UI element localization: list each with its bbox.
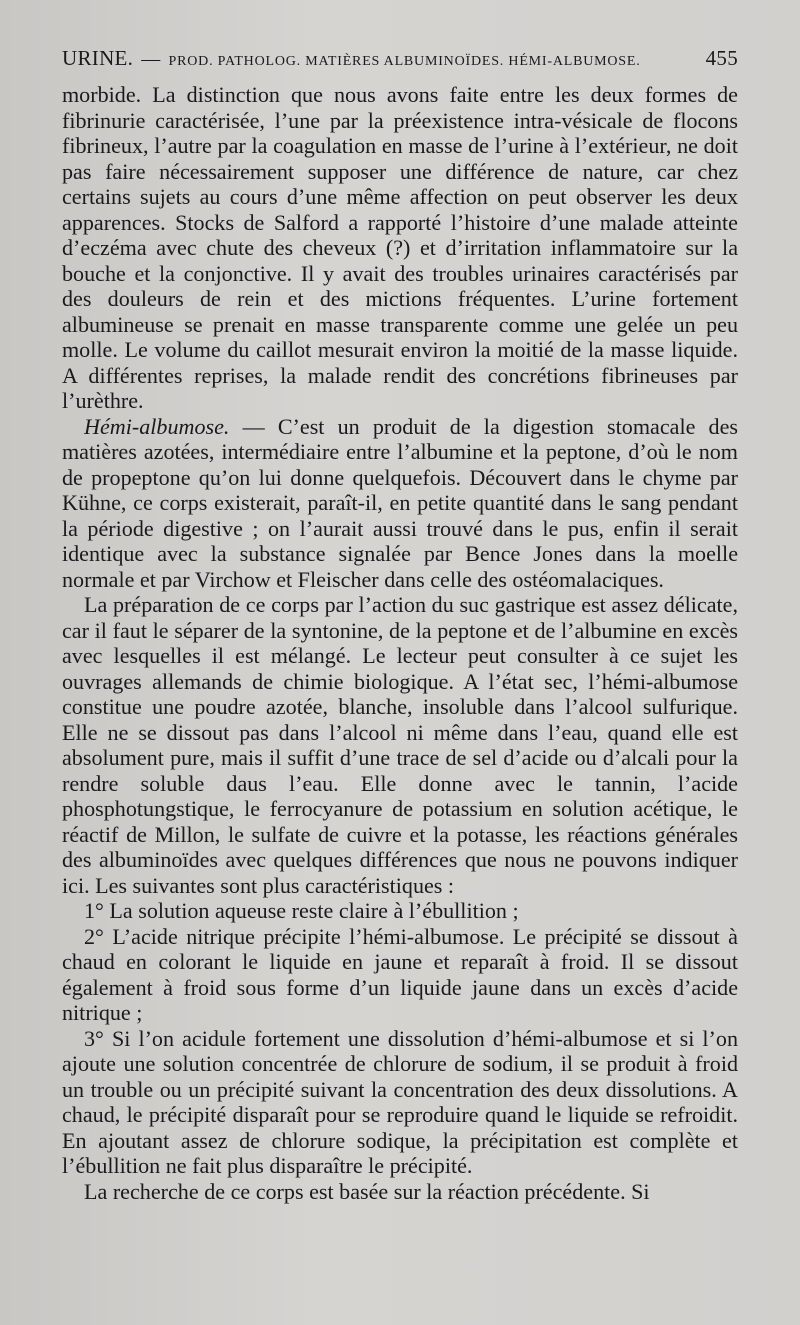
section-lead: Hémi-albumose.	[84, 413, 230, 439]
paragraph-recherche: La recherche de ce corps est basée sur la réaction précédente. Si	[84, 1178, 650, 1204]
page-number: 455	[705, 46, 738, 70]
paragraph-continuation: morbide. La distinction que nous avons faite entre les deux formes de fibrinurie caractérisée, l’une par la préexistence intra-vésicale de flocons fibrineux, l’autre par la coagulation en masse de l’urine à l’extérieur, ne doit pas faire nécessairement supposer une différence de nature, car chez certains sujets au cours d’une même affection on peut observer les deux apparences. Stocks de Salford a rapporté l’histoire d’une malade atteinte d’eczéma avec chute des cheveux (?) et d’irritation inflammatoire sur la bouche et la conjonctive. Il y avait des troubles urinaires caractérisés par des douleurs de rein et des mictions fréquentes. L’urine fortement albumineuse se prenait en masse transparente comme une gelée un peu molle. Le volume du caillot mesurait environ la moitié de la masse liquide. A différentes reprises, la malade rendit des concrétions fibrineuses par l’urèthre.	[62, 82, 738, 413]
paragraph-text: — C’est un produit de la digestion stomacale des matières azotées, intermédiaire entre l’albumine et la peptone, d’où le nom de propeptone qu’on lui donne quelquefois. Découvert dans le chyme par Kühne, ce corps existerait, paraît-il, en petite quantité dans le sang pendant la période digestive ; on l’aurait aussi trouvé dans le pus, enfin il serait identique avec la substance signalée par Bence Jones dans la moelle normale et par Virchow et Fleischer dans celle des ostéomalaciques.	[62, 413, 738, 592]
list-item-3: 3° Si l’on acidule fortement une dissolution d’hémi-albumose et si l’on ajoute une solution concentrée de chlorure de sodium, il se produit à froid un trouble ou un précipité suivant la concentration des deux dissolutions. A chaud, le précipité disparaît pour se reproduire quand le liquide se refroidit. En ajoutant assez de chlorure sodique, la précipitation est complète et l’ébullition ne fait plus disparaître le précipité.	[62, 1025, 738, 1178]
header-subtitle: PROD. PATHOLOG. MATIÈRES ALBUMINOÏDES. HÉMI-ALBUMOSE.	[168, 54, 641, 69]
paragraph-hemi-albumose	[62, 414, 738, 593]
header-dash: —	[141, 49, 161, 70]
running-header	[62, 46, 738, 71]
paragraph-preparation: La préparation de ce corps par l’action du suc gastrique est assez délicate, car il faut le séparer de la syntonine, de la peptone et de l’albumine en excès avec lesquelles il est mélangé. Le lecteur peut consulter à ce sujet les ouvrages allemands de chimie biologique. A l’état sec, l’hémi-albumose constitue une poudre azotée, blanche, insoluble dans l’alcool sulfurique. Elle ne se dissout pas dans l’alcool ni même dans l’eau, quand elle est absolument pure, mais il suffit d’une trace de sel d’acide ou d’alcali pour la rendre soluble daus l’eau. Elle donne avec le tannin, l’acide phosphotungstique, le ferrocyanure de potassium en solution acétique, le réactif de Millon, le sulfate de cuivre et la potasse, les réactions générales des albuminoïdes avec quelques différences que nous ne pouvons indiquer ici. Les suivantes sont plus caractéristiques :	[62, 592, 738, 898]
header-title: URINE.	[62, 46, 134, 70]
list-item-1: 1° La solution aqueuse reste claire à l’ébullition ;	[84, 898, 519, 923]
page-body	[62, 82, 738, 1204]
list-item-2: 2° L’acide nitrique précipite l’hémi-albumose. Le précipité se dissout à chaud en colorant le liquide en jaune et reparaît à froid. Il se dissout également à froid sous forme d’un liquide jaune dans un excès d’acide nitrique ;	[62, 923, 738, 1025]
